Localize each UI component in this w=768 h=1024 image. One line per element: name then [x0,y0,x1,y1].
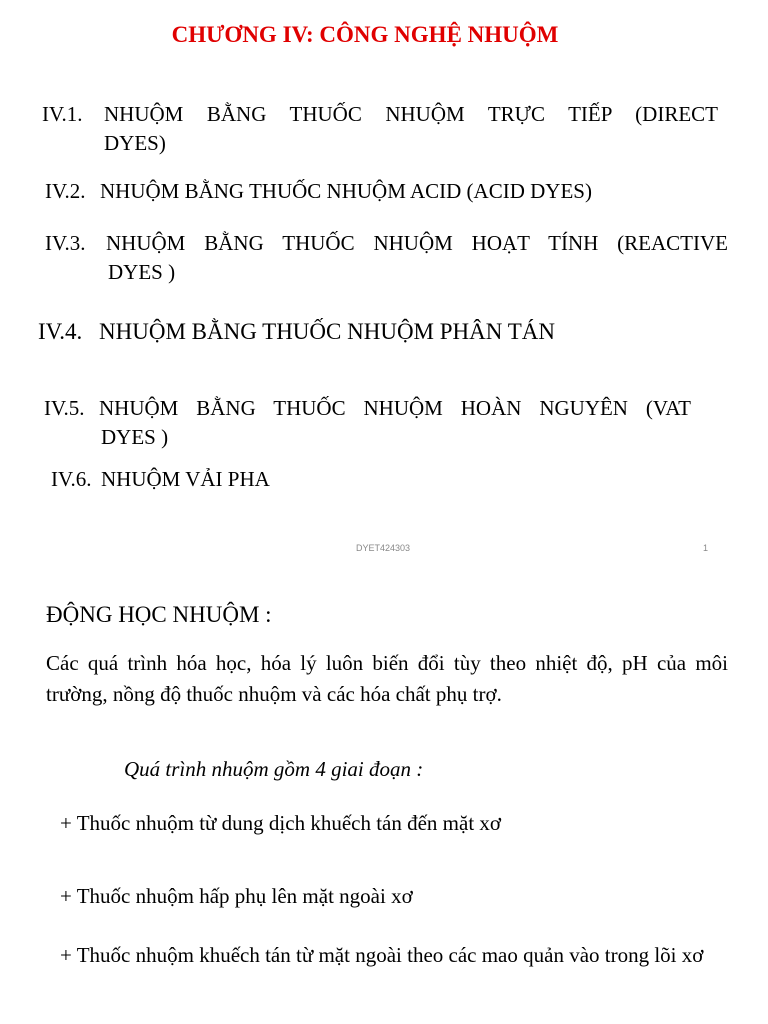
list-item [44,394,691,452]
item-text-continued: DYES) [104,131,166,155]
item-text-continued: DYES ) [101,425,169,449]
item-text: NHUỘM BẰNG THUỐC NHUỘM ACID (ACID DYES) [100,179,592,203]
item-number: IV.5. [44,396,85,420]
item-number: IV.4. [38,319,83,344]
item-text-continued: DYES ) [108,260,176,284]
item-text: NHUỘM BẰNG THUỐC NHUỘM HOẠT TÍNH (REACTIVE [106,231,728,255]
list-item [45,229,728,287]
bullet-item: + Thuốc nhuộm hấp phụ lên mặt ngoài xơ [60,884,413,908]
stages-subtitle: Quá trình nhuộm gồm 4 giai đoạn : [124,757,424,781]
footer-code: DYET424303 [356,543,411,553]
list-item [45,177,685,206]
list-item [42,100,718,158]
intro-paragraph: Các quá trình hóa học, hóa lý luôn biến đổi tùy theo nhiệt độ, pH của môi trường, nồng độ thuốc nhuộm và các hóa chất phụ trợ. [46,651,728,706]
slide-2 [0,568,768,1024]
list-item [51,465,451,494]
section-heading: ĐỘNG HỌC NHUỘM : [46,602,272,627]
item-number: IV.2. [45,179,86,203]
bullet-item: + Thuốc nhuộm khuếch tán từ mặt ngoài theo các mao quản vào trong lõi xơ [60,943,704,967]
item-text: NHUỘM BẰNG THUỐC NHUỘM PHÂN TÁN [99,319,555,344]
item-text: NHUỘM VẢI PHA [101,467,270,491]
list-item [38,316,678,348]
chapter-title: CHƯƠNG IV: CÔNG NGHỆ NHUỘM [171,22,559,47]
item-number: IV.3. [45,231,86,255]
bullet-item: + Thuốc nhuộm từ dung dịch khuếch tán đến mặt xơ [60,811,502,835]
page-number: 1 [703,543,709,553]
item-text: NHUỘM BẰNG THUỐC NHUỘM HOÀN NGUYÊN (VAT [99,396,691,420]
item-number: IV.6. [51,467,92,491]
item-number: IV.1. [42,102,83,126]
item-text: NHUỘM BẰNG THUỐC NHUỘM TRỰC TIẾP (DIRECT [104,102,718,126]
